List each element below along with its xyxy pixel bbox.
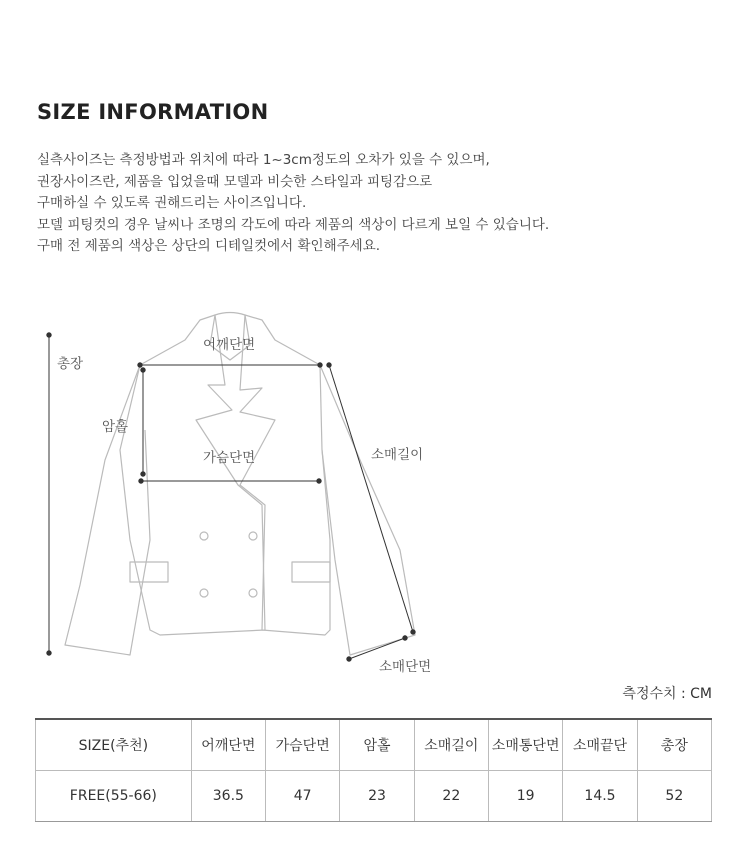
sleeve-width-cell: 19 [489, 771, 563, 822]
armhole-cell: 23 [340, 771, 414, 822]
shoulder-label: 어깨단면 [203, 337, 256, 353]
description-line: 구매 전 제품의 색상은 상단의 디테일컷에서 확인해주세요. [37, 238, 381, 254]
chest-header: 가슴단면 [266, 719, 340, 771]
description-line: 구매하실 수 있도록 권해드리는 사이즈입니다. [37, 195, 307, 211]
sleeve-length-label: 소매길이 [371, 447, 424, 463]
jacket-right-outline [240, 315, 330, 635]
armhole-label: 암홀 [102, 419, 129, 435]
unit-note: 측정수치 : CM [622, 686, 712, 702]
sleeve-length-cell: 22 [414, 771, 488, 822]
shoulder-cell: 36.5 [191, 771, 265, 822]
sleeve-length-line [329, 365, 413, 632]
jacket-right-sleeve [320, 365, 415, 655]
sleeve-width-header: 소매통단면 [489, 719, 563, 771]
size-cell: FREE(55-66) [36, 771, 192, 822]
armhole-header: 암홀 [340, 719, 414, 771]
size-header: SIZE(추천) [36, 719, 192, 771]
size-table [35, 718, 712, 822]
sleeve-end-cell: 14.5 [563, 771, 637, 822]
sleeve-length-header: 소매길이 [414, 719, 488, 771]
chest-cell: 47 [266, 771, 340, 822]
total-length-cell: 52 [637, 771, 711, 822]
description-line: 실측사이즈는 측정방법과 위치에 따라 1~3cm정도의 오차가 있을 수 있으며, [37, 152, 490, 168]
description-line: 모델 피팅컷의 경우 날씨나 조명의 각도에 따라 제품의 색상이 다르게 보일 수 있습니다. [37, 216, 550, 233]
chest-label: 가슴단면 [203, 450, 256, 466]
sleeve-opening-label: 소매단면 [379, 659, 432, 675]
page-title: SIZE INFORMATION [37, 100, 269, 124]
total-length-label: 총장 [57, 356, 84, 372]
description-line: 권장사이즈란, 제품을 입었을때 모델과 비슷한 스타일과 피팅감으로 [37, 173, 433, 190]
jacket-left-sleeve [65, 365, 150, 655]
size-table-header-row [36, 719, 712, 771]
sleeve-end-header: 소매끝단 [563, 719, 637, 771]
jacket-measurement-diagram [0, 300, 750, 690]
table-row [36, 771, 712, 822]
right-pocket-flap [292, 562, 330, 582]
size-description [37, 150, 549, 258]
jacket-illustration [0, 300, 750, 690]
total-length-header: 총장 [637, 719, 711, 771]
shoulder-header: 어깨단면 [191, 719, 265, 771]
